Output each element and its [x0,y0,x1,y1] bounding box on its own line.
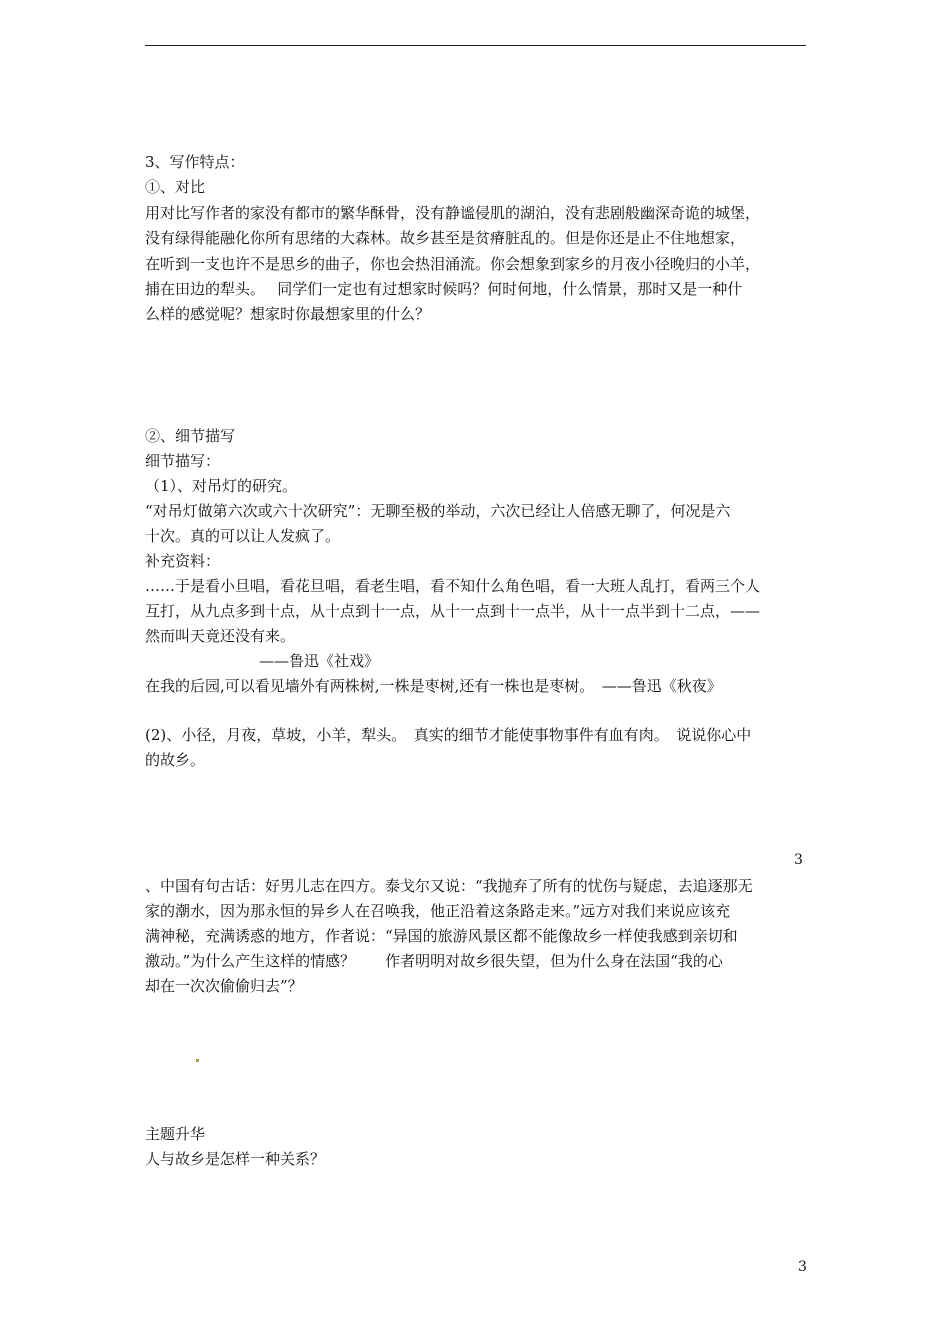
paragraph-line: (2)、小径，月夜，草坡，小羊，犁头。 真实的细节才能使事物事件有血有肉。 说说你心中 [145,726,752,744]
detail-title: ②、细节描写 [145,427,236,445]
paragraph-line: “对吊灯做第六次或六十次研究”：无聊至极的举动，六次已经让人倍感无聊了，何况是六 [145,502,731,520]
section-heading: 3、写作特点： [145,153,245,171]
detail-item-title: （1）、对吊灯的研究。 [145,477,298,495]
paragraph-line: 却在一次次偷偷归去”？ [145,977,303,995]
theme-question: 人与故乡是怎样一种关系？ [145,1150,326,1168]
section-number: 3 [794,852,803,868]
quote-line: 然而叫天竟还没有来。 [145,627,296,645]
contrast-title: ①、对比 [145,178,206,196]
detail-subtitle: 细节描写： [145,452,221,470]
paragraph-line: 家的潮水，因为那永恒的异乡人在召唤我，他正沿着这条路走来。”远方对我们来说应该充 [145,902,731,920]
stray-mark [196,1059,199,1062]
paragraph-line: 满神秘，充满诱惑的地方，作者说：“异国的旅游风景区都不能像故乡一样使我感到亲切和 [145,927,738,945]
paragraph-line: 捕在田边的犁头。 同学们一定也有过想家时候吗？何时何地，什么情景，那时又是一种什 [145,280,743,298]
quote-line: ……于是看小旦唱，看花旦唱，看老生唱，看不知什么角色唱，看一大班人乱打，看两三个人 [145,577,761,595]
quote-line: 互打，从九点多到十点，从十点到十一点，从十一点到十一点半，从十一点半到十二点，—— [145,602,761,620]
paragraph-line: 的故乡。 [145,751,206,769]
quote-line: 在我的后园,可以看见墙外有两株树,一株是枣树,还有一株也是枣树。 ——鲁迅《秋夜》 [145,677,722,695]
paragraph-line: 激动。”为什么产生这样的情感？ 作者明明对故乡很失望，但为什么身在法国“我的心 [145,952,723,970]
paragraph-line: 十次。真的可以让人发疯了。 [145,527,341,545]
paragraph-line: 没有绿得能融化你所有思绪的大森林。故乡甚至是贫瘠脏乱的。但是你还是止不住地想家， [145,229,746,247]
supplement-title: 补充资料： [145,552,221,570]
header-rule [145,45,806,46]
paragraph-line: 在听到一支也许不是思乡的曲子，你也会热泪涌流。你会想象到家乡的月夜小径晚归的小羊， [145,255,761,273]
page-number: 3 [798,1259,807,1275]
theme-title: 主题升华 [145,1125,206,1143]
paragraph-line: 么样的感觉呢？想家时你最想家里的什么？ [145,305,431,323]
paragraph-line: 用对比写作者的家没有都市的繁华酥骨，没有静谧侵肌的湖泊，没有悲剧般幽深奇诡的城堡， [145,204,761,222]
paragraph-line: 、中国有句古话：好男儿志在四方。泰戈尔又说：“我抛弃了所有的忧伤与疑虑，去追逐那无 [145,877,753,895]
quote-source: ——鲁迅《社戏》 [259,652,380,670]
